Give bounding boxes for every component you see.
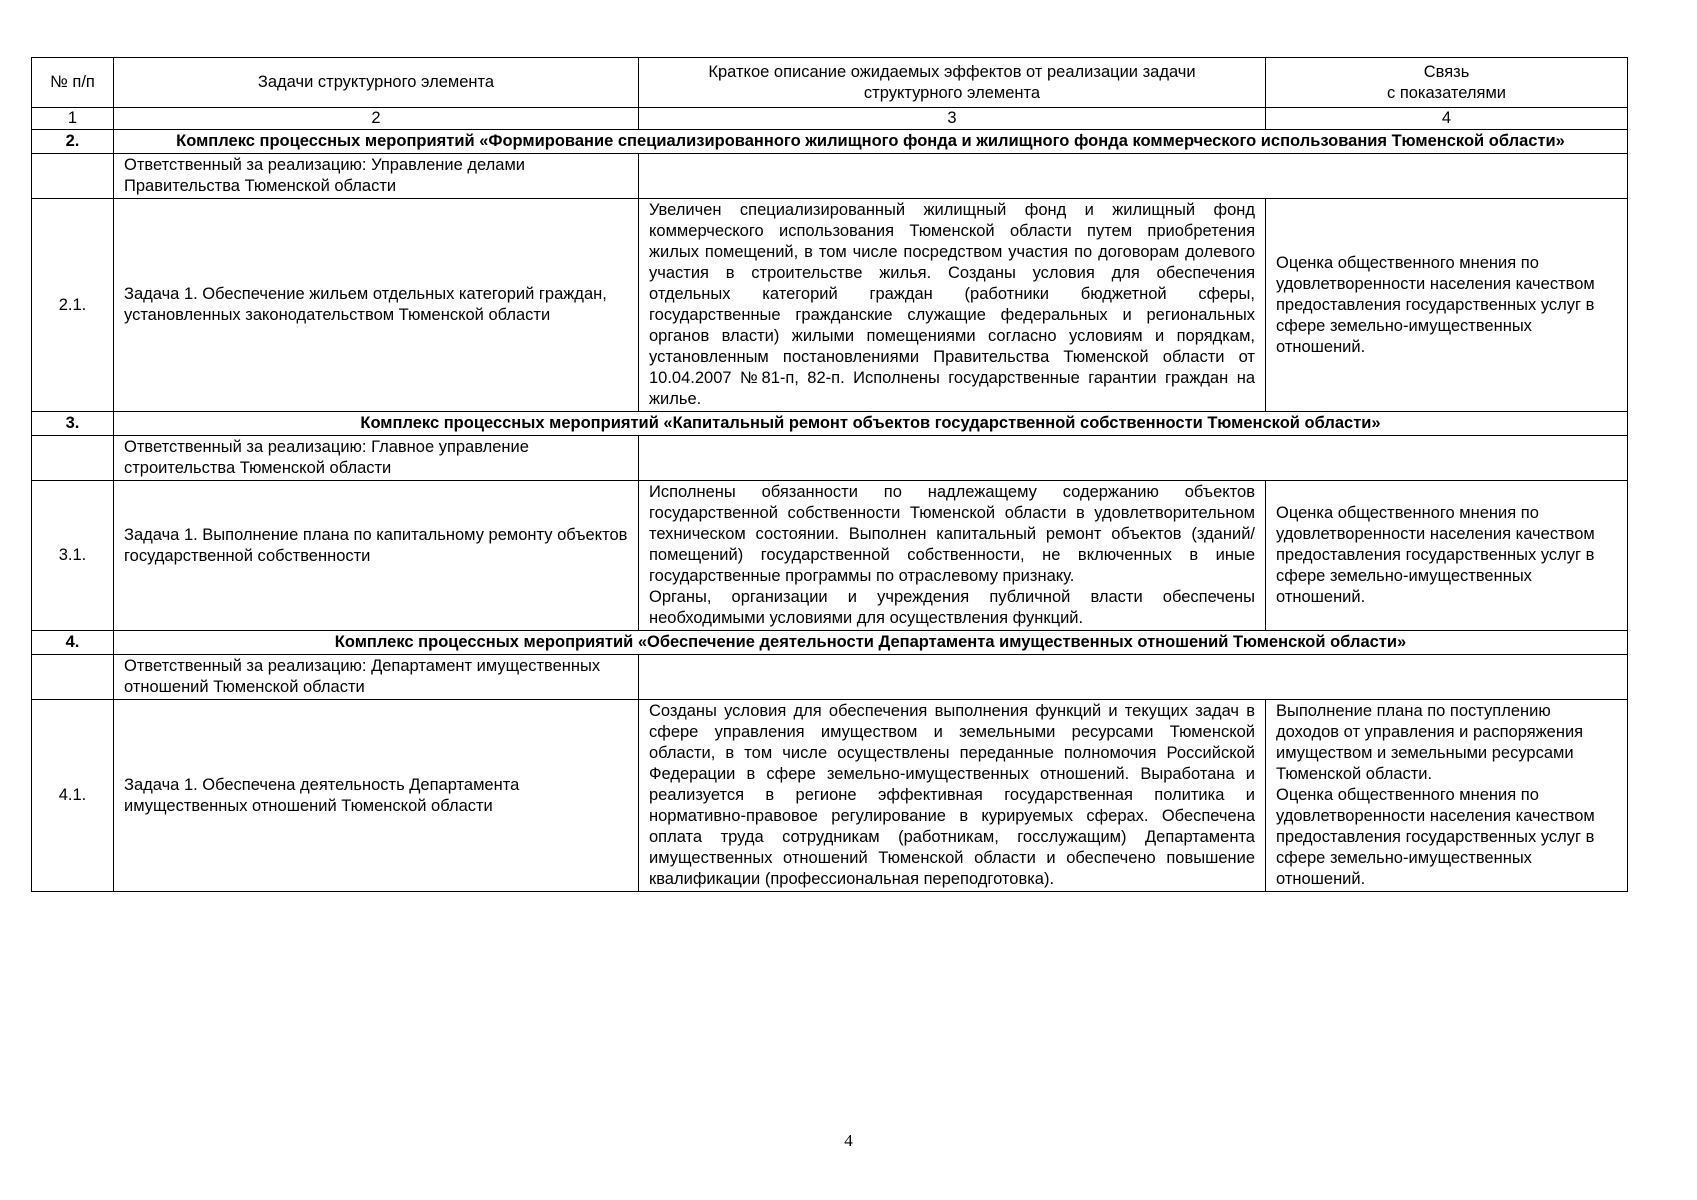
task-row [32, 199, 1628, 412]
responsible-cell: Ответственный за реализацию: Управление делами Правительства Тюменской области [114, 154, 639, 199]
responsible-cell: Ответственный за реализацию: Департамент имущественных отношений Тюменской области [114, 655, 639, 700]
header-tasks: Задачи структурного элемента [114, 58, 639, 108]
document-page [31, 57, 1627, 892]
responsible-row [32, 655, 1628, 700]
section-title: Комплекс процессных мероприятий «Капитальный ремонт объектов государственной собственности Тюменской области» [114, 412, 1628, 436]
responsible-row [32, 154, 1628, 199]
column-number: 2 [114, 108, 639, 130]
task-number: 2.1. [32, 199, 114, 412]
task-name: Задача 1. Выполнение плана по капитальному ремонту объектов государственной собственности [114, 481, 639, 631]
header-effects: Краткое описание ожидаемых эффектов от реализации задачи структурного элемента [639, 58, 1266, 108]
task-row [32, 481, 1628, 631]
column-numbers-row [32, 108, 1628, 130]
task-name: Задача 1. Обеспечена деятельность Департамента имущественных отношений Тюменской области [114, 700, 639, 892]
header-number: № п/п [32, 58, 114, 108]
section-title: Комплекс процессных мероприятий «Обеспечение деятельности Департамента имущественных отношений Тюменской области» [114, 631, 1628, 655]
tasks-table [31, 57, 1628, 892]
task-effects: Исполнены обязанности по надлежащему содержанию объектов государственной собственности Тюменской области в удовлетворительном техническом состоянии. Выполнен капитальный ремонт объектов (зданий/помещений) государственной собственности, не включенных в иные государственные программы по отраслевому признаку. Органы, организации и учреждения публичной власти обеспечены необходимыми условиями для осуществления функций. [639, 481, 1266, 631]
task-number: 4.1. [32, 700, 114, 892]
section-row [32, 412, 1628, 436]
task-row [32, 700, 1628, 892]
section-row [32, 631, 1628, 655]
task-name: Задача 1. Обеспечение жильем отдельных категорий граждан, установленных законодательством Тюменской области [114, 199, 639, 412]
section-title: Комплекс процессных мероприятий «Формирование специализированного жилищного фонда и жилищного фонда коммерческого использования Тюменской области» [114, 130, 1628, 154]
responsible-row [32, 436, 1628, 481]
column-number: 1 [32, 108, 114, 130]
header-indicators: Связь с показателями [1266, 58, 1628, 108]
task-indicators: Оценка общественного мнения по удовлетворенности населения качеством предоставления государственных услуг в сфере земельно-имущественных отношений. [1266, 199, 1628, 412]
section-row [32, 130, 1628, 154]
task-indicators: Выполнение плана по поступлению доходов от управления и распоряжения имуществом и земельными ресурсами Тюменской области. Оценка общественного мнения по удовлетворенности населения качеством предоставления государственных услуг в сфере земельно-имущественных отношений. [1266, 700, 1628, 892]
task-effects: Созданы условия для обеспечения выполнения функций и текущих задач в сфере управления имуществом и земельными ресурсами Тюменской области, в том числе осуществлены переданные полномочия Российской Федерации в сфере земельно-имущественных отношений. Выработана и реализуется в регионе эффективная государственная политика и нормативно-правовое регулирование в курируемых сферах. Обеспечена оплата труда сотрудникам (работникам, госслужащим) Департамента имущественных отношений Тюменской области и обеспечено повышение квалификации (профессиональная переподготовка). [639, 700, 1266, 892]
section-number: 2. [32, 130, 114, 154]
section-number: 4. [32, 631, 114, 655]
page-number: 4 [844, 1131, 853, 1150]
column-number: 4 [1266, 108, 1628, 130]
section-number: 3. [32, 412, 114, 436]
task-indicators: Оценка общественного мнения по удовлетворенности населения качеством предоставления государственных услуг в сфере земельно-имущественных отношений. [1266, 481, 1628, 631]
column-number: 3 [639, 108, 1266, 130]
task-effects: Увеличен специализированный жилищный фонд и жилищный фонд коммерческого использования Тюменской области путем приобретения жилых помещений, в том числе посредством участия по договорам долевого участия в строительстве жилья. Созданы условия для обеспечения отдельных категорий граждан (работники бюджетной сферы, государственные гражданские служащие федеральных и региональных органов власти) жилыми помещениями согласно условиям и порядкам, установленным постановлениями Правительства Тюменской области от 10.04.2007 №81-п, 82-п. Исполнены государственные гарантии граждан на жилье. [639, 199, 1266, 412]
task-number: 3.1. [32, 481, 114, 631]
table-header-row [32, 58, 1628, 108]
responsible-cell: Ответственный за реализацию: Главное управление строительства Тюменской области [114, 436, 639, 481]
